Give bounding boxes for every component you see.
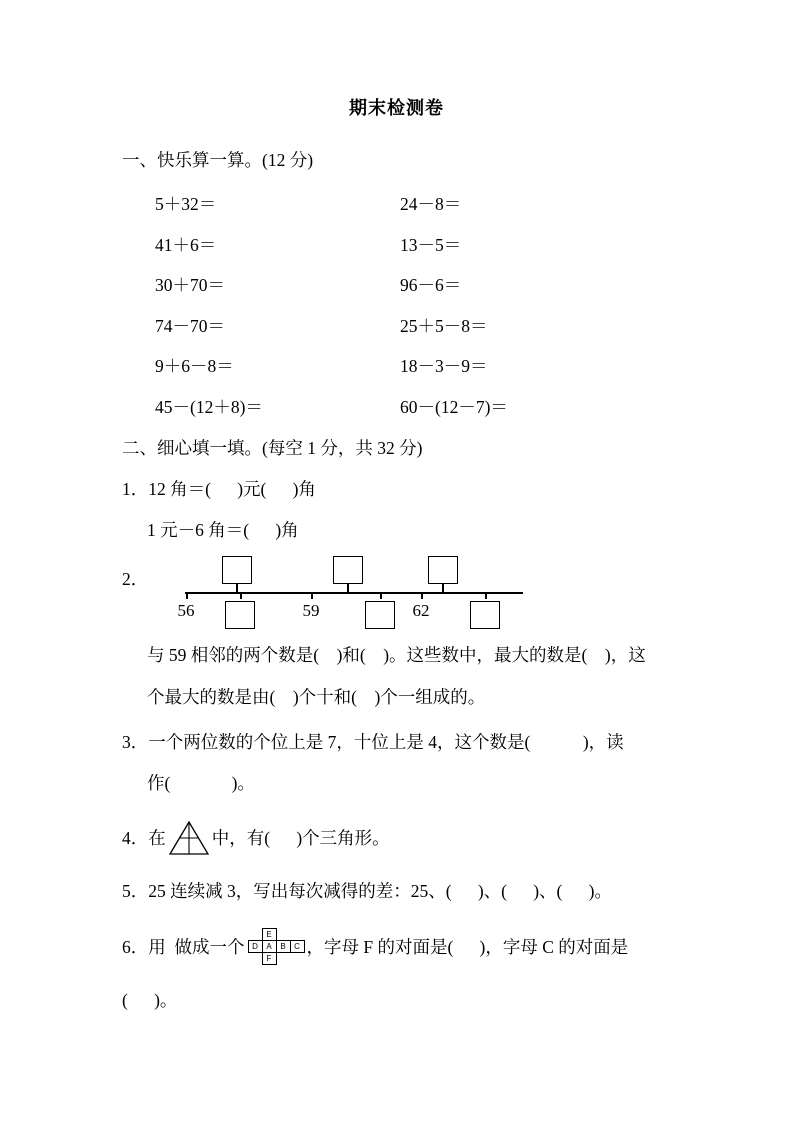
problem-1-left: 5＋32＝ bbox=[155, 194, 217, 214]
item1-line2: 1 元－6 角＝( )角 bbox=[147, 520, 299, 540]
problem-3-right: 96－6＝ bbox=[400, 275, 462, 295]
answer-box-below-1 bbox=[225, 601, 255, 629]
problem-6-right: 60－(12－7)＝ bbox=[400, 397, 508, 417]
page-title: 期末检测卷 bbox=[349, 98, 444, 118]
tick-mark bbox=[380, 593, 382, 599]
item3-line1: 3．一个两位数的个位上是 7，十位上是 4，这个数是( )，读 bbox=[122, 732, 624, 752]
number-line bbox=[185, 592, 523, 594]
number-line-diagram bbox=[170, 548, 540, 633]
answer-box-below-3 bbox=[470, 601, 500, 629]
net-cell-D: D bbox=[248, 940, 263, 953]
answer-box-above-2 bbox=[333, 556, 363, 584]
net-cell-A: A bbox=[262, 940, 277, 953]
tick-mark bbox=[240, 593, 242, 599]
item6-line bbox=[122, 925, 628, 969]
answer-box-below-2 bbox=[365, 601, 395, 629]
problem-5-right: 18－3－9＝ bbox=[400, 356, 488, 376]
net-cell-B: B bbox=[276, 940, 291, 953]
answer-box-above-1 bbox=[222, 556, 252, 584]
item4-suffix: 中，有( )个三角形。 bbox=[211, 828, 390, 848]
problem-6-left: 45－(12＋8)＝ bbox=[155, 397, 263, 417]
section2-heading: 二、细心填一填。(每空 1 分，共 32 分) bbox=[122, 438, 423, 458]
item2-text-line1: 与 59 相邻的两个数是( )和( )。这些数中，最大的数是( )，这 bbox=[147, 645, 646, 665]
cube-net-figure bbox=[248, 928, 304, 966]
net-cell-E: E bbox=[262, 928, 277, 941]
net-cell-F: F bbox=[262, 952, 277, 965]
item6-suffix: ，字母 F 的对面是( )，字母 C 的对面是 bbox=[306, 937, 629, 957]
item6-line2: ( )。 bbox=[122, 990, 178, 1010]
item2-number: 2． bbox=[122, 569, 149, 589]
problem-4-right: 25＋5－8＝ bbox=[400, 316, 488, 336]
net-cell-C: C bbox=[290, 940, 305, 953]
answer-box-above-3 bbox=[428, 556, 458, 584]
connector-line-1 bbox=[236, 584, 238, 592]
item6-prefix: 6．用 做成一个 bbox=[122, 937, 245, 957]
item1-line1: 1．12 角＝( )元( )角 bbox=[122, 479, 316, 499]
triangle-figure bbox=[166, 820, 212, 856]
tick-mark bbox=[421, 593, 423, 599]
problem-5-left: 9＋6－8＝ bbox=[155, 356, 234, 376]
problem-1-right: 24－8＝ bbox=[400, 194, 462, 214]
problem-2-right: 13－5＝ bbox=[400, 235, 462, 255]
item4-line bbox=[122, 818, 390, 858]
number-label-62: 62 bbox=[412, 601, 430, 620]
item2-text-line2: 个最大的数是由( )个十和( )个一组成的。 bbox=[147, 687, 486, 707]
connector-line-3 bbox=[442, 584, 444, 592]
tick-mark bbox=[311, 593, 313, 599]
item5-line: 5．25 连续减 3，写出每次减得的差：25、( )、( )、( )。 bbox=[122, 881, 612, 901]
tick-mark bbox=[485, 593, 487, 599]
item4-prefix: 4．在 bbox=[122, 828, 166, 848]
problem-3-left: 30＋70＝ bbox=[155, 275, 225, 295]
number-label-56: 56 bbox=[177, 601, 195, 620]
number-label-59: 59 bbox=[302, 601, 320, 620]
tick-mark bbox=[186, 593, 188, 599]
connector-line-2 bbox=[347, 584, 349, 592]
section1-heading: 一、快乐算一算。(12 分) bbox=[122, 150, 314, 170]
problem-2-left: 41＋6＝ bbox=[155, 235, 217, 255]
problem-4-left: 74－70＝ bbox=[155, 316, 225, 336]
item3-line2: 作( )。 bbox=[147, 773, 255, 793]
